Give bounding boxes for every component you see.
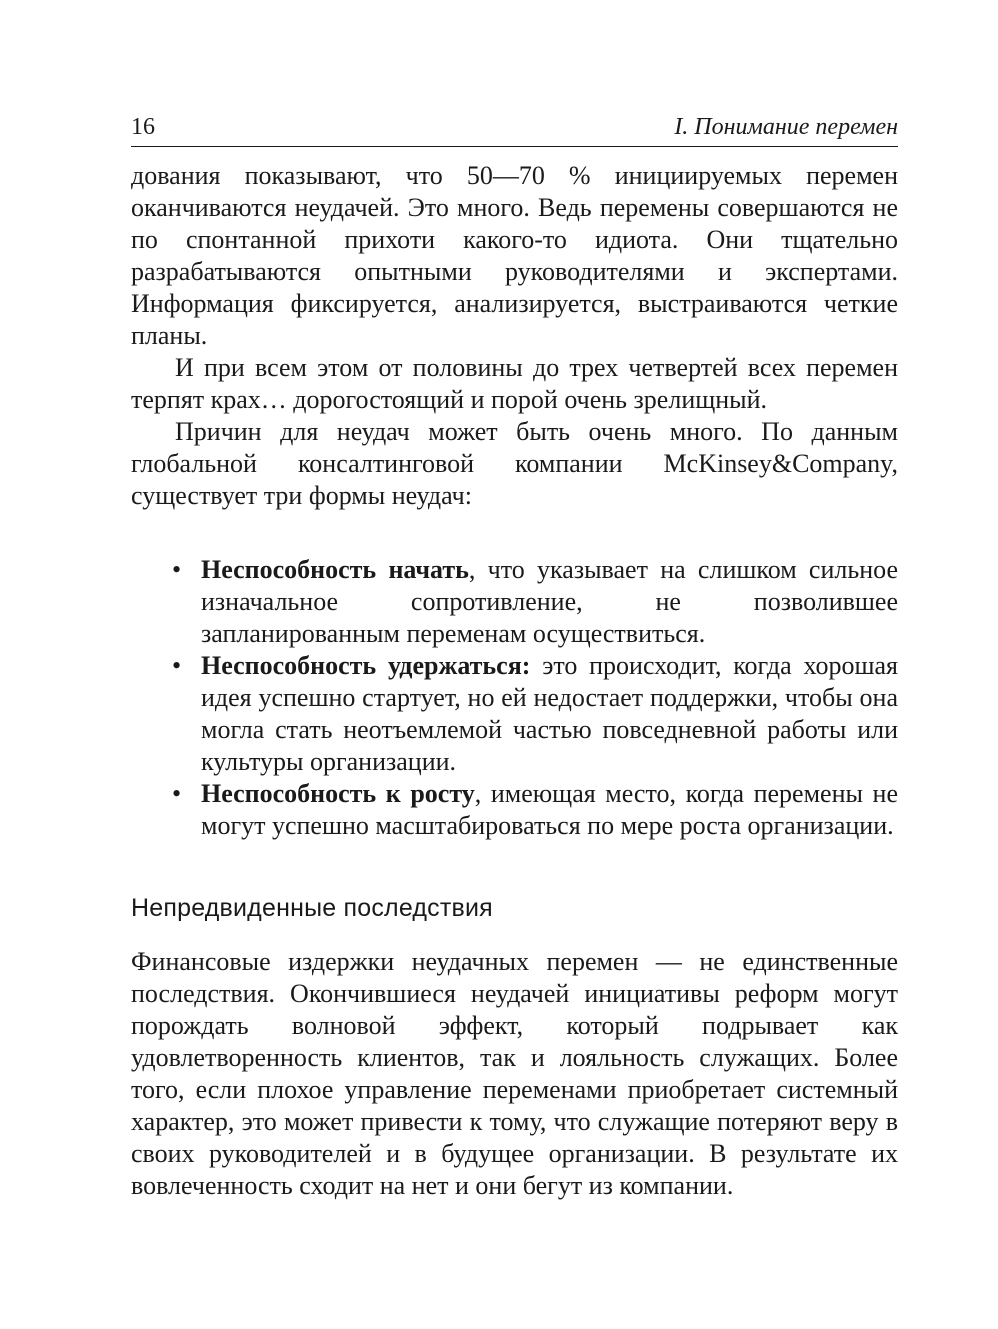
list-item-text: это происходит, когда хорошая идея успешно стартует, но ей недостает поддержки, чтобы она могла стать неотъемлемой частью повседневной работы или культуры организации. [201, 651, 898, 776]
body-text [131, 160, 898, 1202]
paragraph-1: дования показывают, что 50—70 % инициируемых перемен оканчиваются неудачей. Это много. Ведь перемены совершаются не по спонтанной прихоти какого-то идиота. Они тщательно разрабатываются опытными руководителями и экспертами. Информация фиксируется, анализируется, выстраиваются четкие планы. [131, 161, 898, 350]
page-number: 16 [131, 114, 155, 140]
bullet-icon: • [172, 651, 182, 680]
section-heading: Непредвиденные последствия [131, 894, 493, 922]
failure-forms-list [131, 554, 898, 842]
book-page [131, 112, 898, 1202]
section-paragraph: Финансовые издержки неудачных перемен — не единственные последствия. Окончившиеся неудачей инициативы реформ могут порождать волновой эффект, который подрывает как удовлетворенность клиентов, так и лояльность служащих. Более того, если плохое управление переменами приобретает системный характер, это может привести к тому, что служащие потеряют веру в своих руководителей и в будущее организации. В результате их вовлеченность сходит на нет и они бегут из компании. [131, 947, 898, 1200]
list-item-term: Неспособность к росту [201, 779, 475, 808]
bullet-icon: • [172, 779, 182, 808]
list-item [131, 554, 898, 650]
list-item-term: Неспособность удержаться: [201, 651, 531, 680]
list-item-term: Неспособность начать [201, 555, 469, 584]
paragraph-2: И при всем этом от половины до трех четвертей всех перемен терпят крах… дорогостоящий и порой очень зрелищный. [131, 353, 898, 414]
list-item [131, 650, 898, 778]
list-item [131, 778, 898, 842]
list-item-text: , что указывает на слишком сильное изначальное сопротивление, не позволившее запланированным переменам осуществиться. [201, 555, 898, 648]
chapter-title: I. Понимание перемен [674, 114, 898, 140]
list-item-text: , имеющая место, когда перемены не могут успешно масштабироваться по мере роста организации. [201, 779, 899, 840]
bullet-icon: • [172, 555, 182, 584]
paragraph-3: Причин для неудач может быть очень много. По данным глобальной консалтинговой компании McKinsey&Company, существует три формы неудач: [131, 417, 898, 510]
running-head [131, 112, 898, 147]
